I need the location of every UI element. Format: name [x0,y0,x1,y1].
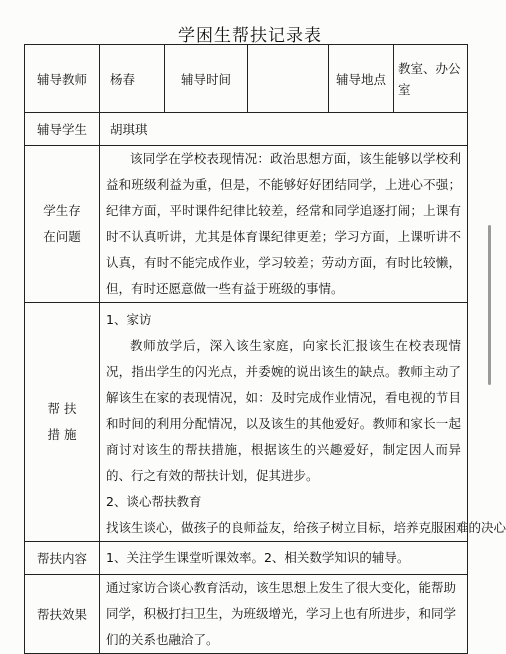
measures-heading-2: 2、谈心帮扶教育 [106,494,202,509]
problem-label-line1: 学生存 [43,203,81,218]
effect-label: 帮扶效果 [25,575,100,654]
measures-label-line2: 措 施 [47,427,77,442]
problem-text: 该同学在学校表现情况：政治思想方面，该生能够以学校利益和班级利益为重，但是，不能够好好团结同学，上进心不强；纪律方面，平时课件纪律比较差，经常和同学追逐打闹；上课有时不认真听讲，尤其是体育课纪律更差；学习方面，上课听讲不认真，有时不能完成作业，学习较差；劳动方面，有时比较懒，但，有时还愿意做一些有益于班级的事情。 [106,151,461,296]
time-value [248,45,329,113]
measures-row [25,303,468,542]
scrollbar[interactable] [488,225,491,385]
student-row [25,113,468,146]
place-label: 辅导地点 [329,45,394,113]
place-value: 教室、办公室 [394,45,468,113]
form-title: 学困生帮扶记录表 [178,26,322,46]
problem-label [25,146,100,303]
effect-text: 通过家访合谈心教育活动，该生思想上发生了很大变化，能帮助同学，积极打扫卫生，为班级增光，学习上也有所进步，和同学们的关系也融洽了。 [106,580,457,647]
measures-cell [100,303,506,542]
student-label: 辅导学生 [25,113,100,146]
content-row [25,542,468,575]
measures-heading-1: 1、家访 [106,312,152,327]
measures-label-line1: 帮 扶 [47,401,77,416]
problem-label-line2: 在问题 [43,229,81,244]
teacher-label: 辅导教师 [25,45,100,113]
effect-cell [100,575,468,654]
record-table [24,44,506,654]
content-text: 1、关注学生课堂听课效率。2、相关数学知识的辅导。 [100,542,468,575]
problem-row [25,146,468,303]
content-label: 帮扶内容 [25,542,100,575]
measures-text-2: 找该生谈心，做孩子的良师益友，给孩子树立目标，培养克服困难的决心 [106,520,506,535]
effect-row [25,575,468,654]
measures-text-1: 教师放学后，深入该生家庭，向家长汇报该生在校表现情况，指出学生的闪光点，并委婉的说出该生的缺点。教师主动了解该生在家的表现情况，如：及时完成作业情况，看电视的节目和时间的利用分配情况，以及该生的其他爱好。教师和家长一起商讨对该生的帮扶措施，根据该生的兴趣爱好，制定因人而异的、行之有效的帮扶计划，促其进步。 [106,338,461,483]
measures-label [25,303,100,542]
teacher-value: 杨春 [100,45,165,113]
teacher-row [25,45,468,113]
problem-cell [100,146,468,303]
time-label: 辅导时间 [165,45,248,113]
student-value: 胡琪琪 [100,113,468,146]
